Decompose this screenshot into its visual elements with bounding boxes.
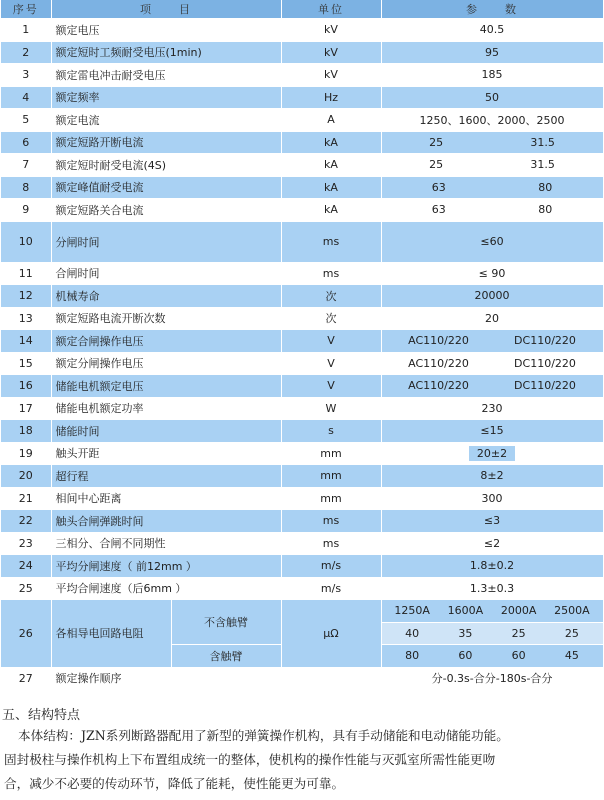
row-value-a: ≤15 bbox=[480, 424, 504, 438]
row-number: 22 bbox=[1, 510, 51, 533]
row-value-a: 50 bbox=[485, 90, 499, 104]
table-row bbox=[1, 397, 603, 420]
table-row bbox=[1, 285, 603, 308]
resistance-with-arm bbox=[381, 645, 603, 668]
row-item: 超行程 bbox=[51, 465, 281, 488]
table-row bbox=[1, 86, 603, 109]
row-unit: kA bbox=[281, 176, 381, 199]
row-item: 额定分闸操作电压 bbox=[51, 352, 281, 375]
row-item: 分闸时间 bbox=[51, 221, 281, 262]
row-unit: m/s bbox=[281, 555, 381, 578]
row-value-a: ≤2 bbox=[483, 536, 501, 550]
row-value bbox=[381, 262, 603, 285]
row-number: 8 bbox=[1, 176, 51, 199]
row-value-b: DC110/220 bbox=[514, 379, 576, 393]
table-row bbox=[1, 199, 603, 222]
current-ratings bbox=[381, 600, 603, 623]
row-item: 平均合闸速度（后6mm ） bbox=[51, 577, 281, 600]
row-item: 额定电压 bbox=[51, 19, 281, 42]
current-rating: 1600A bbox=[447, 604, 484, 618]
table-row bbox=[1, 532, 603, 555]
row-value-a: 8±2 bbox=[472, 468, 511, 483]
row-item: 额定频率 bbox=[51, 86, 281, 109]
row-value bbox=[381, 397, 603, 420]
row-value-a: 25 bbox=[429, 135, 444, 149]
row-value bbox=[381, 221, 603, 262]
row-value bbox=[381, 176, 603, 199]
row-number: 11 bbox=[1, 262, 51, 285]
row-value bbox=[381, 465, 603, 488]
row-value-a: 63 bbox=[431, 203, 446, 217]
resistance-value: 40 bbox=[405, 626, 420, 640]
resistance-value: 45 bbox=[564, 649, 579, 663]
row-item: 储能电机额定电压 bbox=[51, 375, 281, 398]
row-value bbox=[381, 510, 603, 533]
row-value bbox=[381, 64, 603, 87]
table-row bbox=[1, 442, 603, 465]
row-value-a: 25 bbox=[429, 158, 444, 172]
row-value-a: AC110/220 bbox=[408, 379, 469, 393]
resistance-value: 25 bbox=[564, 626, 579, 640]
row-value bbox=[381, 487, 603, 510]
row-item: 额定短路关合电流 bbox=[51, 199, 281, 222]
row-number: 10 bbox=[1, 221, 51, 262]
row-item: 额定雷电冲击耐受电压 bbox=[51, 64, 281, 87]
table-row bbox=[1, 307, 603, 330]
table-row bbox=[1, 577, 603, 600]
row-item: 额定短时工频耐受电压(1min) bbox=[51, 41, 281, 64]
row-value bbox=[381, 375, 603, 398]
row-number: 25 bbox=[1, 577, 51, 600]
row-unit: V bbox=[281, 330, 381, 353]
row-value-a: 95 bbox=[485, 45, 499, 59]
row-unit: ms bbox=[281, 532, 381, 555]
row-number: 18 bbox=[1, 420, 51, 443]
row-value-a: 1.3±0.3 bbox=[469, 581, 515, 595]
row-value-b: DC110/220 bbox=[514, 334, 576, 348]
row-unit: V bbox=[281, 352, 381, 375]
table-row bbox=[1, 375, 603, 398]
table-row bbox=[1, 154, 603, 177]
resistance-value: 25 bbox=[511, 626, 526, 640]
row-value-a: 20±2 bbox=[469, 446, 515, 461]
header-unit: 单位 bbox=[281, 0, 381, 19]
row-item: 额定合闸操作电压 bbox=[51, 330, 281, 353]
table-header-row bbox=[1, 0, 603, 19]
row-value-a: 40.5 bbox=[479, 23, 505, 37]
row-number: 15 bbox=[1, 352, 51, 375]
paragraph-line-1: 本体结构：JZN系列断路器配用了新型的弹簧操作机构，具有手动储能和电动储能功能。 bbox=[18, 728, 509, 743]
row-number: 26 bbox=[1, 600, 51, 668]
row-unit: Hz bbox=[281, 86, 381, 109]
row-unit: s bbox=[281, 420, 381, 443]
table-row bbox=[1, 19, 603, 42]
row-value-a: ≤ 90 bbox=[478, 266, 506, 280]
row-subitem-without-arm: 不含触臂 bbox=[171, 600, 281, 645]
row-number: 16 bbox=[1, 375, 51, 398]
row-value bbox=[381, 555, 603, 578]
row-value-a: 230 bbox=[481, 401, 503, 415]
row-unit: m/s bbox=[281, 577, 381, 600]
row-value bbox=[381, 199, 603, 222]
row-value-b: 80 bbox=[538, 203, 553, 217]
table-row bbox=[1, 330, 603, 353]
row-value-a: 63 bbox=[431, 180, 446, 194]
row-item: 额定峰值耐受电流 bbox=[51, 176, 281, 199]
row-number: 7 bbox=[1, 154, 51, 177]
row-unit: A bbox=[281, 109, 381, 132]
row-unit: ms bbox=[281, 221, 381, 262]
row-value bbox=[381, 420, 603, 443]
table-row bbox=[1, 465, 603, 488]
row-item: 触头合闸弹跳时间 bbox=[51, 510, 281, 533]
row-number: 1 bbox=[1, 19, 51, 42]
row-value-a: 1250、1600、2000、2500 bbox=[419, 113, 565, 127]
row-unit: mm bbox=[281, 442, 381, 465]
row-unit: 次 bbox=[281, 285, 381, 308]
row-item: 平均分闸速度（ 前12mm ） bbox=[51, 555, 281, 578]
table-row bbox=[1, 41, 603, 64]
row-value bbox=[381, 19, 603, 42]
row-item: 额定短路开断电流 bbox=[51, 131, 281, 154]
row-value-a: ≤3 bbox=[483, 514, 501, 528]
row-value-a: 185 bbox=[481, 68, 503, 82]
row-number: 24 bbox=[1, 555, 51, 578]
table-row bbox=[1, 176, 603, 199]
row-number: 4 bbox=[1, 86, 51, 109]
row-number: 19 bbox=[1, 442, 51, 465]
row-value-b: 80 bbox=[538, 180, 553, 194]
row-value-a: 20 bbox=[485, 311, 499, 325]
current-rating: 2000A bbox=[500, 604, 537, 618]
current-rating: 2500A bbox=[554, 604, 590, 618]
table-row bbox=[1, 600, 603, 623]
paragraph-line-3: 合，减少不必要的传动环节，降低了能耗，使性能更为可靠。 bbox=[4, 776, 345, 791]
table-row bbox=[1, 64, 603, 87]
row-number: 3 bbox=[1, 64, 51, 87]
row-unit: mm bbox=[281, 465, 381, 488]
resistance-value: 60 bbox=[458, 649, 473, 663]
structure-paragraph bbox=[4, 724, 602, 796]
row-number: 6 bbox=[1, 131, 51, 154]
row-item: 三相分、合闸不同期性 bbox=[51, 532, 281, 555]
row-value bbox=[381, 86, 603, 109]
row-value bbox=[381, 41, 603, 64]
row-value bbox=[381, 131, 603, 154]
table-row bbox=[1, 262, 603, 285]
row-subitem-with-arm: 含触臂 bbox=[171, 645, 281, 668]
row-number: 2 bbox=[1, 41, 51, 64]
row-unit: mm bbox=[281, 487, 381, 510]
row-unit: kA bbox=[281, 131, 381, 154]
row-item: 储能时间 bbox=[51, 420, 281, 443]
row-number: 13 bbox=[1, 307, 51, 330]
row-value bbox=[381, 352, 603, 375]
header-param: 参 数 bbox=[381, 0, 603, 19]
section-title: 五、结构特点 bbox=[2, 708, 81, 723]
row-unit: ms bbox=[281, 262, 381, 285]
table-row bbox=[1, 221, 603, 262]
row-value-a: AC110/220 bbox=[408, 334, 469, 348]
row-unit: W bbox=[281, 397, 381, 420]
spec-table bbox=[1, 0, 604, 690]
row-unit: kA bbox=[281, 154, 381, 177]
row-item: 触头开距 bbox=[51, 442, 281, 465]
row-value bbox=[381, 330, 603, 353]
row-value bbox=[381, 577, 603, 600]
row-number: 14 bbox=[1, 330, 51, 353]
row-value-a: 300 bbox=[481, 491, 503, 505]
row-number: 5 bbox=[1, 109, 51, 132]
row-unit: kA bbox=[281, 199, 381, 222]
table-row bbox=[1, 352, 603, 375]
current-rating: 1250A bbox=[394, 604, 430, 618]
row-value-b: 31.5 bbox=[530, 158, 555, 172]
row-value bbox=[381, 154, 603, 177]
row-unit: 次 bbox=[281, 307, 381, 330]
row-value-a: 20000 bbox=[474, 289, 510, 303]
row-unit: kV bbox=[281, 19, 381, 42]
row-number: 20 bbox=[1, 465, 51, 488]
row-value-a: ≤60 bbox=[480, 235, 504, 248]
row-unit: μΩ bbox=[281, 600, 381, 668]
row-number: 21 bbox=[1, 487, 51, 510]
row-unit: ms bbox=[281, 510, 381, 533]
row-value bbox=[381, 442, 603, 465]
table-row bbox=[1, 510, 603, 533]
row-value: 分-0.3s-合分-180s-合分 bbox=[381, 667, 603, 690]
table-row bbox=[1, 420, 603, 443]
row-item: 额定短路电流开断次数 bbox=[51, 307, 281, 330]
row-value-a: 1.8±0.2 bbox=[469, 559, 515, 573]
row-unit: V bbox=[281, 375, 381, 398]
row-number: 27 bbox=[1, 667, 51, 690]
resistance-value: 35 bbox=[458, 626, 473, 640]
resistance-without-arm bbox=[381, 622, 603, 645]
table-row bbox=[1, 109, 603, 132]
row-unit-empty bbox=[281, 667, 381, 690]
row-item: 额定电流 bbox=[51, 109, 281, 132]
row-value bbox=[381, 109, 603, 132]
paragraph-line-2: 固封极柱与操作机构上下布置组成统一的整体，使机构的操作性能与灭弧室所需性能更吻 bbox=[4, 752, 496, 767]
row-number: 12 bbox=[1, 285, 51, 308]
row-value bbox=[381, 307, 603, 330]
resistance-value: 60 bbox=[511, 649, 526, 663]
row-value bbox=[381, 285, 603, 308]
row-item: 相间中心距离 bbox=[51, 487, 281, 510]
row-item: 储能电机额定功率 bbox=[51, 397, 281, 420]
header-no: 序号 bbox=[1, 0, 51, 19]
row-item: 额定短时耐受电流(4S) bbox=[51, 154, 281, 177]
row-value-a: AC110/220 bbox=[408, 356, 469, 370]
row-item: 合闸时间 bbox=[51, 262, 281, 285]
row-number: 23 bbox=[1, 532, 51, 555]
row-number: 9 bbox=[1, 199, 51, 222]
row-unit: kV bbox=[281, 41, 381, 64]
header-item: 项 目 bbox=[51, 0, 281, 19]
table-row bbox=[1, 131, 603, 154]
table-row bbox=[1, 555, 603, 578]
row-item: 额定操作顺序 bbox=[51, 667, 281, 690]
row-value-b: DC110/220 bbox=[514, 356, 576, 370]
row-item: 各相导电回路电阻 bbox=[51, 600, 171, 668]
row-number: 17 bbox=[1, 397, 51, 420]
row-unit: kV bbox=[281, 64, 381, 87]
table-row bbox=[1, 667, 603, 690]
row-value bbox=[381, 532, 603, 555]
row-value-b: 31.5 bbox=[530, 135, 555, 149]
resistance-value: 80 bbox=[405, 649, 420, 663]
table-row bbox=[1, 487, 603, 510]
row-item: 机械寿命 bbox=[51, 285, 281, 308]
